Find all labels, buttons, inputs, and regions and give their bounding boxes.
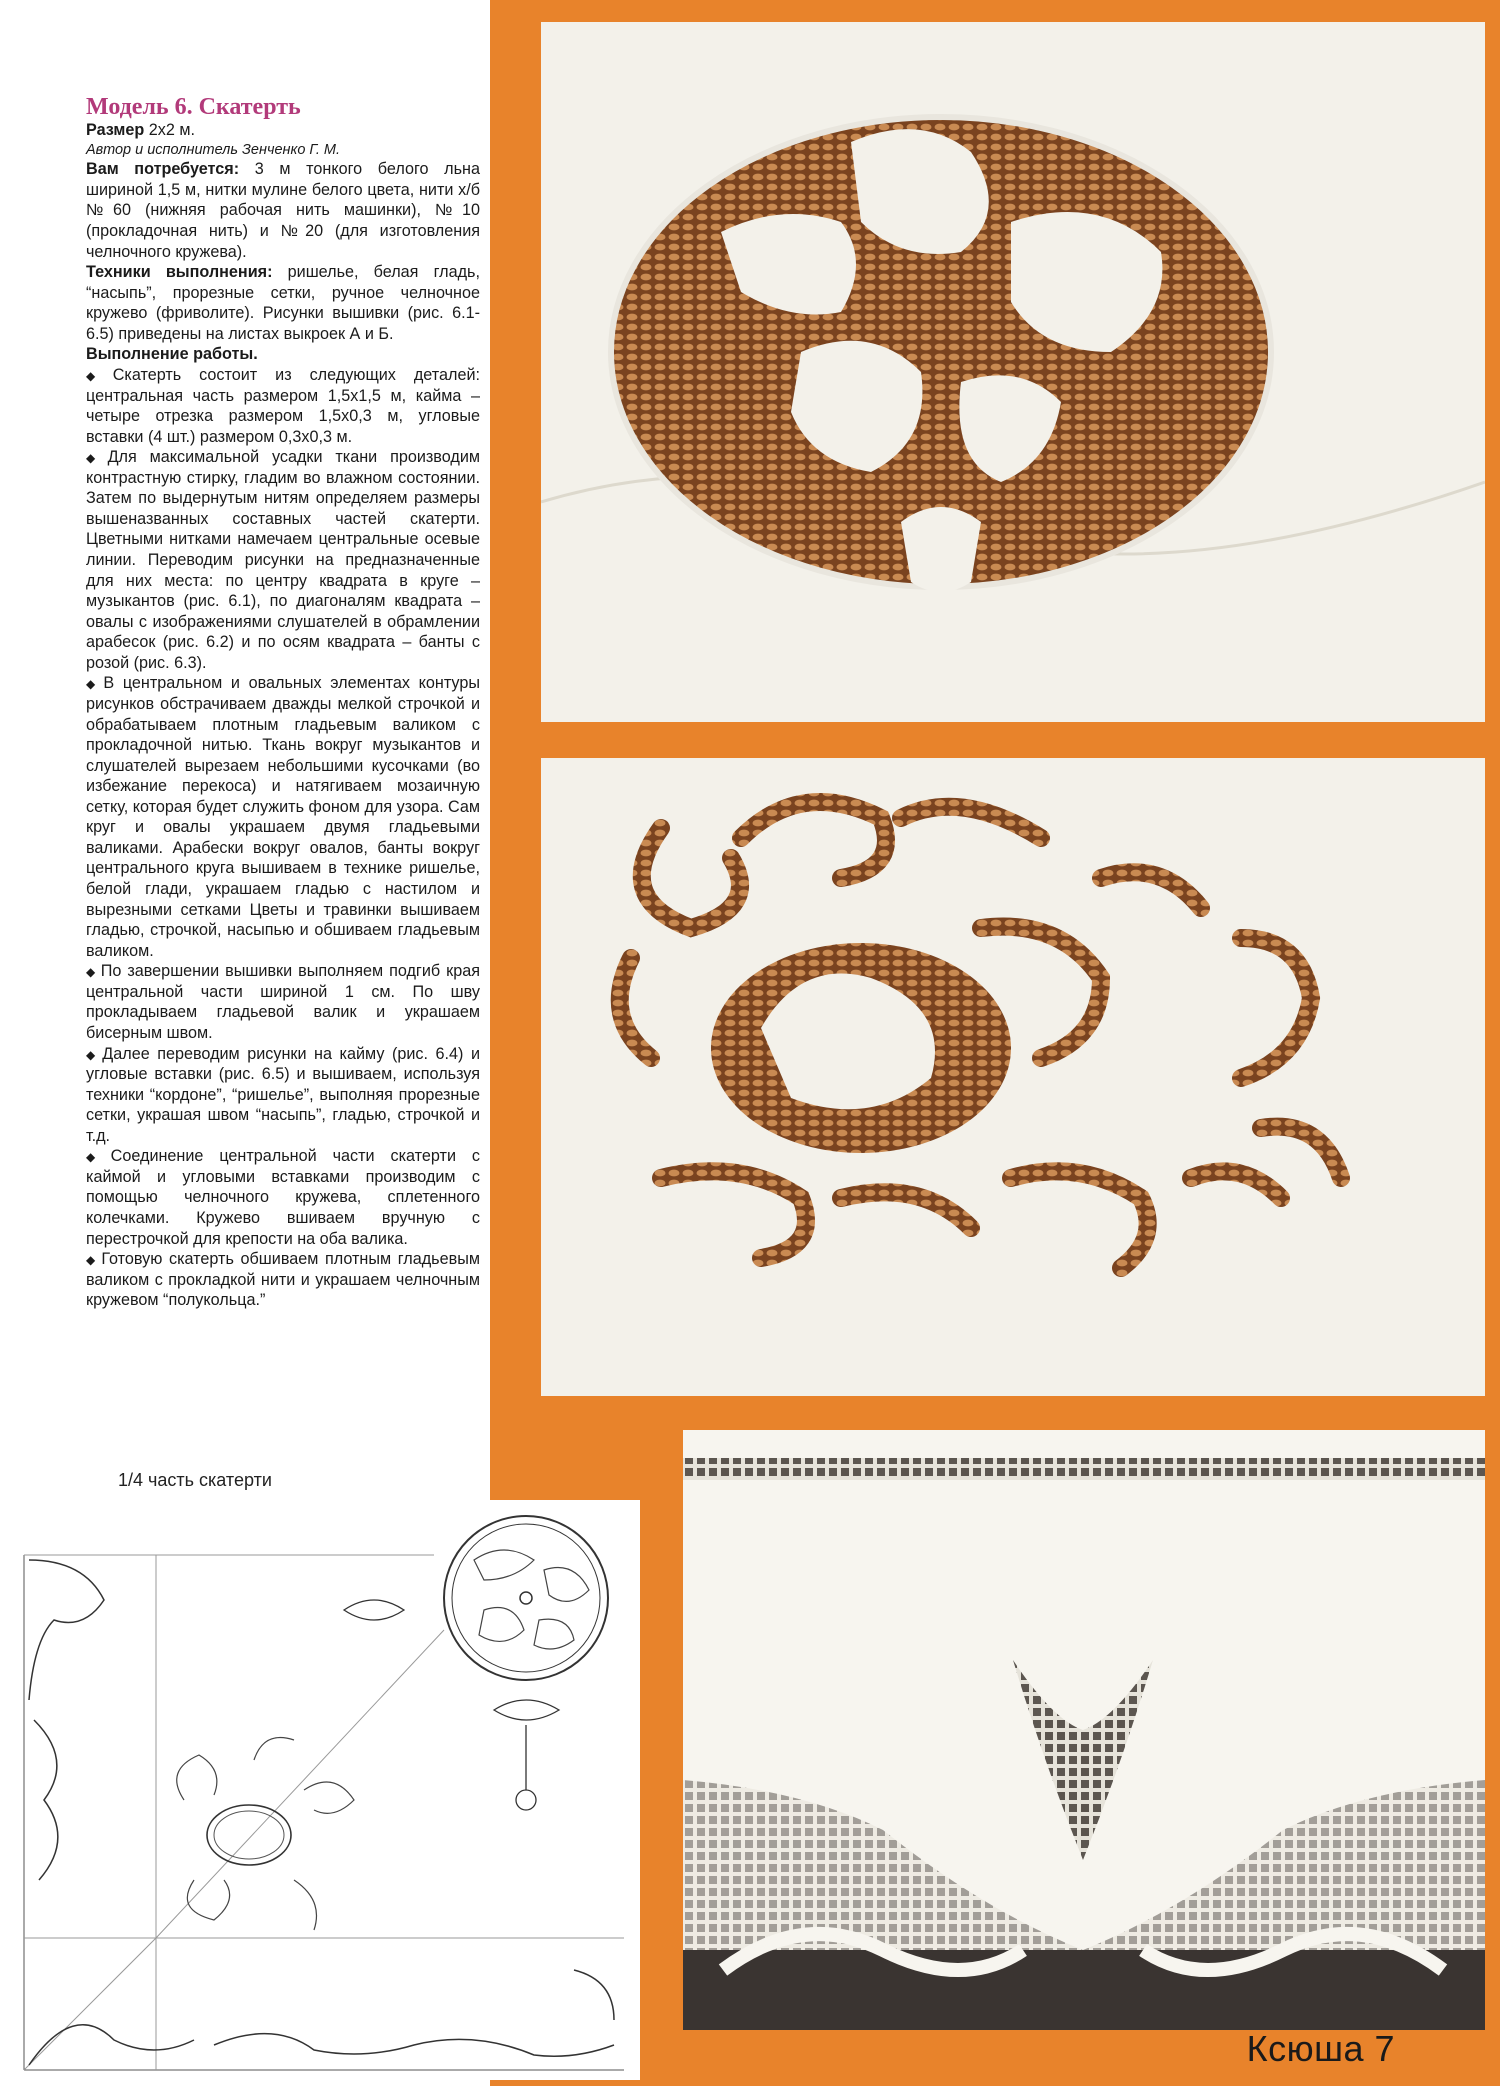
step-paragraph: ◆ Для максимальной усадки ткани производим контрастную стирку, гладим во влажном состоянии. Затем по выдернутым нитям определяем размеры вышеназванных составных частей скатерти. Цветными нитками намечаем центральные осевые линии. Переводим рисунки на предназначенные для них места: по центру квадрата в круге – музыкантов (рис. 6.1), по диагоналям квадрата – овалы с изображениями слушателей в обрамлении арабесок (рис. 6.2) и по осям квадрата – банты с розой (рис. 6.3). bbox=[86, 448, 480, 672]
article-text bbox=[86, 94, 480, 1311]
step-paragraph: ◆ Соединение центральной части скатерти с каймой и угловыми вставками производим с помощью челночного кружева, сплетенного колечками. Кружево вшиваем вручную с перестрочкой для крепости на оба валика. bbox=[86, 1147, 480, 1248]
materials-paragraph bbox=[86, 159, 480, 262]
size-value: 2х2 м. bbox=[144, 121, 196, 140]
photo-border-lace bbox=[683, 1430, 1485, 2030]
size-line bbox=[86, 120, 480, 141]
author-line: Автор и исполнитель Зенченко Г. М. bbox=[86, 141, 341, 158]
bullet-icon: ◆ bbox=[86, 1047, 99, 1062]
techniques-label: Техники выполнения: bbox=[86, 263, 273, 282]
article-title: Модель 6. Скатерть bbox=[86, 94, 301, 120]
step-paragraph: ◆ Далее переводим рисунки на кайму (рис. 6.4) и угловые вставки (рис. 6.5) и вышиваем, используя техники “кордоне”, “ришелье”, выполняя прорезные сетки, украшая швом “насыпь”, гладью, строчкой и т.д. bbox=[86, 1044, 480, 1145]
photo-circle-musicians bbox=[541, 22, 1485, 722]
size-label: Размер bbox=[86, 121, 145, 140]
techniques-text: ришелье, белая гладь, “насыпь”, прорезные сетки, ручное челночное кружево (фриволите). Рисунки вышивки (рис. 6.1-6.5) приведены на листах выкроек А и Б. bbox=[86, 263, 480, 343]
materials-text: 3 м тонкого белого льна шириной 1,5 м, нитки мулине белого цвета, нити х/б №60 (нижняя рабочая нить машинки), №10 (прокладочная нить) и №20 (для изготовления челночного кружева). bbox=[86, 160, 480, 261]
bullet-icon: ◆ bbox=[86, 1150, 107, 1165]
materials-label: Вам потребуется: bbox=[86, 160, 240, 179]
step-paragraph: ◆ По завершении вышивки выполняем подгиб края центральной части шириной 1 см. По шву прокладываем гладьевой валик и украшаем бисерным швом. bbox=[86, 962, 480, 1042]
tablecloth-pattern-diagram bbox=[14, 1500, 640, 2080]
diagram-caption: 1/4 часть скатерти bbox=[118, 1470, 272, 1490]
procedure-heading: Выполнение работы. bbox=[86, 345, 258, 364]
photo-oval-arabesques bbox=[541, 758, 1485, 1396]
magazine-brand: Ксюша 7 bbox=[1246, 2028, 1395, 2069]
bullet-icon: ◆ bbox=[86, 677, 100, 692]
bullet-icon: ◆ bbox=[86, 368, 109, 383]
techniques-paragraph bbox=[86, 262, 480, 344]
bullet-icon: ◆ bbox=[86, 965, 97, 980]
bullet-icon: ◆ bbox=[86, 1253, 98, 1268]
bullet-icon: ◆ bbox=[86, 451, 104, 466]
step-paragraph: ◆ В центральном и овальных элементах контуры рисунков обстрачиваем дважды мелкой строчкой и обрабатываем плотным гладьевым валиком с прокладочной нитью. Ткань вокруг музыкантов и слушателей вырезаем небольшими кусочками (во избежание перекоса) и натягиваем мозаичную сетку, которая будет служить фоном для узора. Сам круг и овалы украшаем двумя гладьевыми валиками. Арабески вокруг овалов, банты вокруг центрального круга вышиваем в технике ришелье, белой глади, украшаем гладью с настилом и вырезными сетками Цветы и травинки вышиваем гладью, строчкой, насыпью и обшиваем гладьевым валиком. bbox=[86, 674, 480, 960]
step-paragraph: ◆ Скатерть состоит из следующих деталей: центральная часть размером 1,5х1,5 м, кайма – четыре отрезка размером 1,5х0,3 м, угловые вставки (4 шт.) размером 0,3х0,3 м. bbox=[86, 365, 480, 446]
step-paragraph: ◆ Готовую скатерть обшиваем плотным гладьевым валиком с прокладкой нити и украшаем челночным кружевом “полукольца.” bbox=[86, 1250, 480, 1310]
